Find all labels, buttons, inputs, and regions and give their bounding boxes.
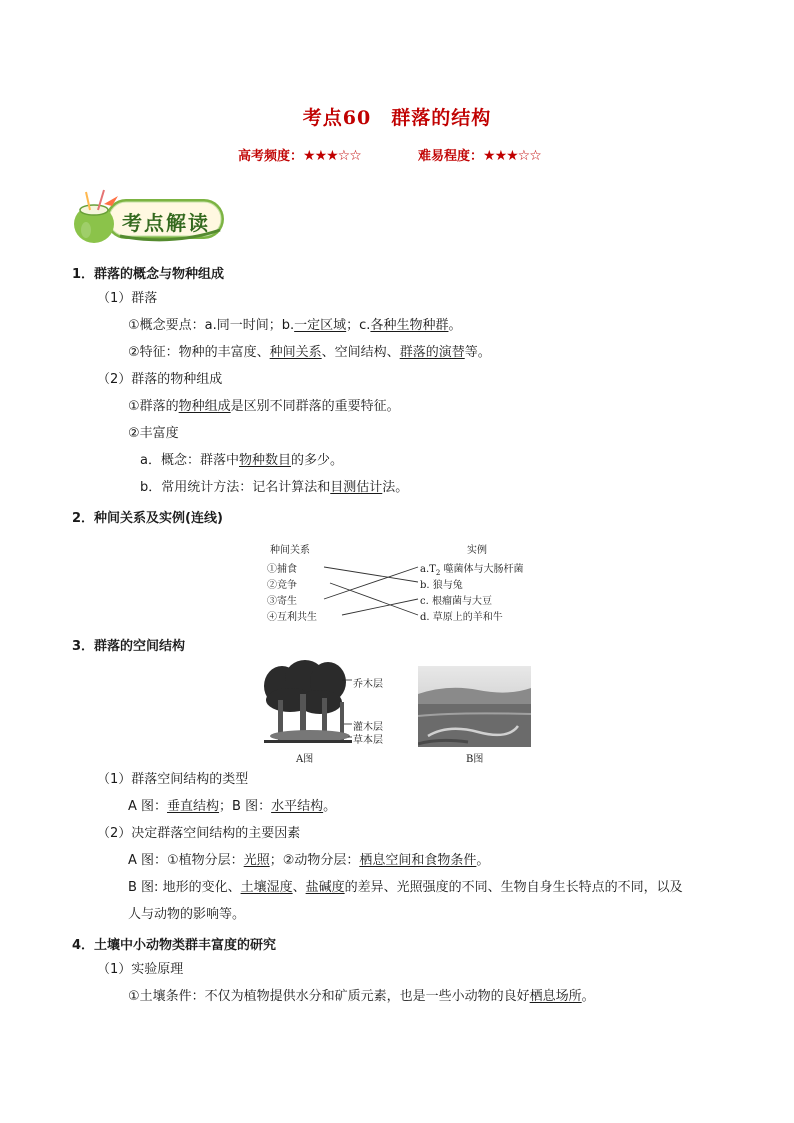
relation-item: ③寄生: [267, 596, 297, 607]
answer-blank: 水平结构: [271, 799, 324, 814]
relation-item: ①捕食: [267, 564, 297, 575]
col-right-header: 实例: [467, 545, 487, 556]
s1-line6: b．常用统计方法：记名计算法和目测估计法。: [140, 480, 409, 495]
s1-line1: ①概念要点：a.同一时间；b.一定区域；c.各种生物种群。: [128, 318, 462, 333]
s1-line4: ②丰富度: [128, 426, 179, 441]
layer-label: 草本层: [353, 735, 383, 746]
section-3-heading: 3．群落的空间结构: [72, 639, 186, 654]
frequency-label: 高考频度：: [238, 149, 304, 164]
s3-line2: A 图：①植物分层：光照；②动物分层：栖息空间和食物条件。: [128, 853, 490, 868]
frequency-rating: [238, 145, 361, 164]
col-left-header: 种间关系: [270, 545, 310, 556]
figure-b-landscape: [418, 666, 531, 747]
answer-blank: 物种组成: [178, 399, 231, 414]
s4-sub1: （1）实验原理: [97, 962, 184, 977]
s1-line3: ①群落的物种组成是区别不同群落的重要特征。: [128, 399, 400, 414]
s3-line1: A 图：垂直结构；B 图：水平结构。: [128, 799, 337, 814]
relation-item: ②竞争: [267, 580, 297, 591]
relation-item: ④互利共生: [267, 612, 317, 623]
banner-title: 考点解读: [122, 211, 210, 235]
example-item: c. 根瘤菌与大豆: [420, 596, 492, 607]
figure-a-caption: A图: [296, 754, 314, 765]
section-4-heading: 4．土壤中小动物类群丰富度的研究: [72, 938, 277, 953]
answer-blank: 群落的演替: [399, 345, 465, 360]
example-item: $a.T_2$ 噬菌体与大肠杆菌: [420, 564, 524, 577]
frequency-stars: ★★★☆☆: [303, 148, 361, 164]
answer-blank: 目测估计: [330, 480, 383, 495]
s1-sub2: （2）群落的物种组成: [97, 372, 223, 387]
answer-blank: 盐碱度: [305, 880, 345, 895]
answer-blank: 各种生物种群: [370, 318, 449, 333]
answer-blank: 栖息空间和食物条件: [359, 853, 477, 868]
page-title: 考点60 群落的结构: [302, 107, 492, 129]
answer-blank: 栖息场所: [529, 989, 582, 1004]
difficulty-stars: ★★★☆☆: [483, 148, 541, 164]
answer-blank: 土壤湿度: [240, 880, 293, 895]
section-1-heading: 1．群落的概念与物种组成: [72, 267, 225, 282]
example-item: d. 草原上的羊和牛: [420, 612, 503, 623]
s1-sub1: （1）群落: [97, 291, 158, 306]
s3-sub1: （1）群落空间结构的类型: [97, 772, 249, 787]
answer-blank: 种间关系: [269, 345, 322, 360]
figure-b-caption: B图: [466, 754, 484, 765]
difficulty-rating: [418, 145, 541, 164]
s3-line3: B 图: 地形的变化、土壤湿度、盐碱度的差异、光照强度的不同、生物自身生长特点的不同，以及: [128, 880, 683, 895]
s4-line1: ①土壤条件：不仅为植物提供水分和矿质元素，也是一些小动物的良好栖息场所。: [128, 989, 595, 1004]
s3-sub2: （2）决定群落空间结构的主要因素: [97, 826, 301, 841]
answer-blank: 物种数目: [238, 453, 291, 468]
matching-lines: [300, 560, 425, 624]
layer-label: 乔木层: [353, 679, 383, 690]
s1-line2: ②特征：物种的丰富度、种间关系、空间结构、群落的演替等。: [128, 345, 491, 360]
answer-blank: 光照: [243, 853, 270, 868]
answer-blank: 一定区域: [294, 318, 347, 333]
example-item: b. 狼与兔: [420, 580, 463, 591]
layer-label: 灌木层: [353, 722, 383, 733]
difficulty-label: 难易程度：: [418, 149, 484, 164]
s3-line4: 人与动物的影响等。: [128, 907, 246, 922]
answer-blank: 垂直结构: [167, 799, 220, 814]
section-2-heading: 2．种间关系及实例(连线): [72, 511, 223, 526]
s1-line5: a．概念：群落中物种数目的多少。: [140, 453, 343, 468]
